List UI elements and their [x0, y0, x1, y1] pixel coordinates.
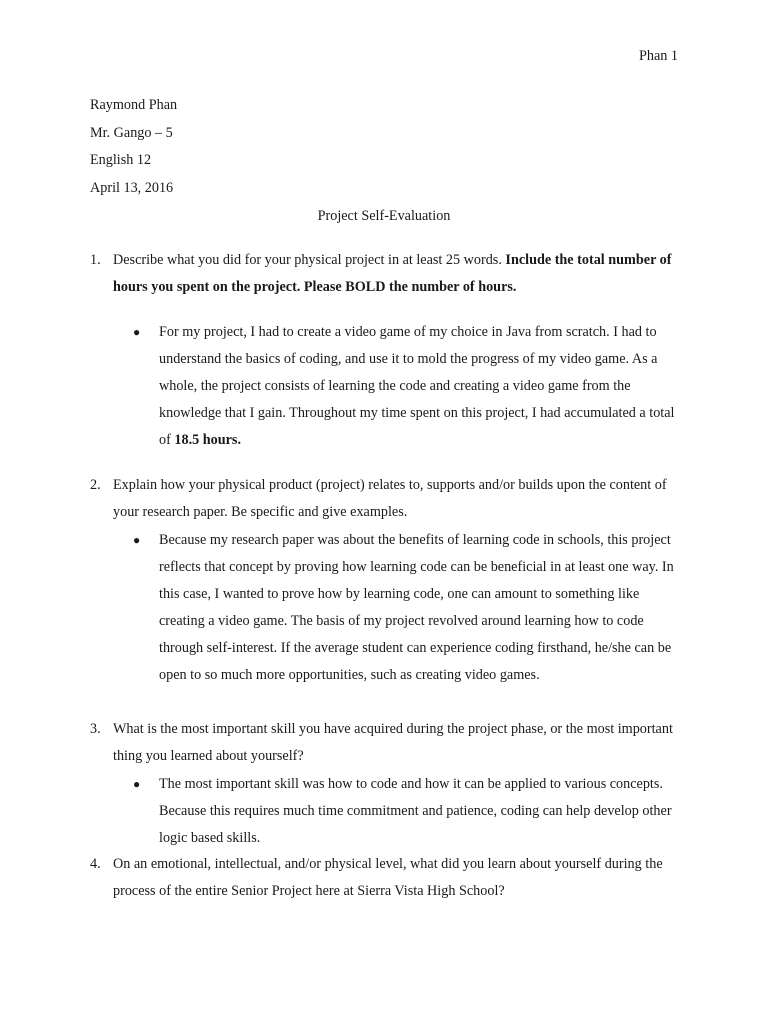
question-4	[90, 851, 680, 905]
question-1	[90, 247, 680, 301]
answer-3	[133, 771, 683, 852]
question-2	[90, 472, 680, 526]
bullet-dot-icon: ●	[133, 777, 141, 791]
question-number: 4.	[90, 856, 101, 872]
question-text: Explain how your physical product (project) relates to, supports and/or builds upon the content of your research paper. Be specific and give examples.	[113, 477, 667, 520]
teacher-name: Mr. Gango – 5	[90, 124, 173, 141]
question-number: 2.	[90, 477, 101, 493]
answer-2	[133, 527, 683, 689]
running-head: Phan 1	[638, 48, 678, 64]
question-number: 3.	[90, 721, 101, 737]
answer-hours-bold: 18.5 hours.	[174, 432, 241, 448]
question-text-bold: Include the total number of hours you spent on the project. Please BOLD the number of hours.	[113, 252, 672, 295]
course-name: English 12	[90, 152, 152, 168]
answer-text-plain: For my project, I had to create a video game of my choice in Java from scratch. I had to understand the basics of coding, and use it to mold the progress of my video game. As a whole, the project consists of learning the code and creating a video game from the knowledge that I gain. Throughout my time spent on this project, I had accumulated a total of	[159, 324, 675, 448]
question-text: On an emotional, intellectual, and/or physical level, what did you learn about yourself during the process of the entire Senior Project here at Sierra Vista High School?	[113, 856, 663, 899]
bullet-dot-icon: ●	[133, 533, 141, 547]
answer-1	[133, 319, 683, 454]
document-date: April 13, 2016	[90, 179, 174, 196]
bullet-dot-icon: ●	[133, 325, 141, 339]
answer-text: The most important skill was how to code and how it can be applied to various concepts. Because this requires much time commitment and patience, coding can help develop other logic based skills.	[159, 776, 672, 846]
question-3	[90, 716, 680, 770]
answer-text	[159, 319, 683, 454]
answer-text: Because my research paper was about the benefits of learning code in schools, this project reflects that concept by proving how learning code can be beneficial in at least one way. In this case, I wanted to prove how by learning code, one can amount to something like creating a video game. The basis of my project revolved around learning how to code through self-interest. If the average student can experience coding firsthand, he/she can be open to so much more opportunities, such as creating video games.	[159, 532, 674, 683]
heading-block	[90, 92, 177, 202]
question-text	[113, 247, 680, 301]
question-text: What is the most important skill you have acquired during the project phase, or the most important thing you learned about yourself?	[113, 721, 673, 764]
question-number: 1.	[90, 252, 101, 268]
student-name: Raymond Phan	[90, 97, 178, 113]
question-text-plain: Describe what you did for your physical project in at least 25 words.	[113, 252, 506, 268]
document-title: Project Self-Evaluation	[317, 208, 451, 224]
